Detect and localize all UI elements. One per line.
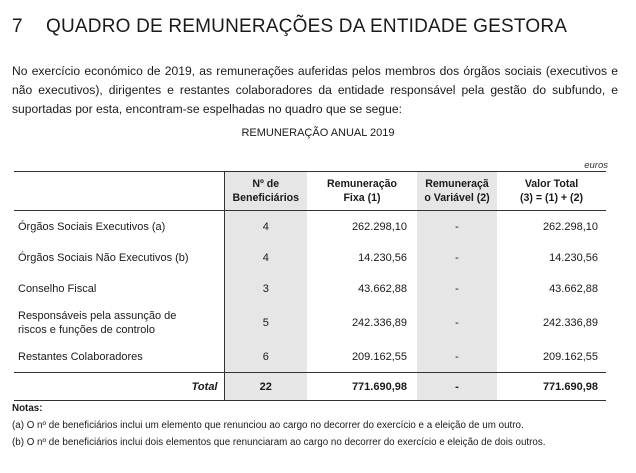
notes-block: [12, 400, 545, 451]
table-row: [14, 341, 606, 373]
header-fixa: Remuneração Fixa (1): [307, 172, 417, 211]
row-beneficiarios: 6: [224, 341, 307, 373]
header-blank: [14, 172, 224, 211]
table-unit: euros: [584, 160, 608, 171]
notes-title: Notas:: [12, 403, 43, 414]
total-beneficiarios: 22: [224, 373, 307, 401]
row-variavel: -: [417, 242, 497, 273]
table-total-row: [14, 373, 606, 401]
row-total: 43.662,88: [549, 282, 598, 295]
table-header-row: [14, 172, 606, 211]
header-total: Valor Total (3) = (1) + (2): [497, 172, 606, 211]
total-valor: 771.690,98: [497, 373, 606, 401]
row-beneficiarios: 4: [224, 242, 307, 273]
total-label: Total: [14, 373, 224, 401]
table-caption: REMUNERAÇÃO ANUAL 2019: [241, 127, 395, 139]
row-beneficiarios: 3: [224, 273, 307, 304]
row-fixa: 209.162,55: [351, 350, 407, 363]
table-row: [14, 273, 606, 304]
table-row: [14, 211, 606, 243]
row-label: Órgãos Sociais Executivos (a): [18, 220, 166, 233]
row-label: Restantes Colaboradores: [18, 350, 143, 363]
row-total: 14.230,56: [549, 251, 598, 264]
section-number: 7: [12, 16, 23, 37]
section-title: QUADRO DE REMUNERAÇÕES DA ENTIDADE GESTORA: [46, 16, 568, 37]
row-total: 242.336,89: [542, 316, 598, 329]
row-fixa: 242.336,89: [351, 316, 407, 329]
table-row: [14, 242, 606, 273]
intro-paragraph: No exercício económico de 2019, as remunerações auferidas pelos membros dos órgãos sociais (executivos e não executivos), dirigentes e restantes colaboradores da entidade responsável pela gestão do subfundo, e suportadas por esta, encontram-se espelhadas no quadro que se segue:: [12, 64, 618, 116]
row-total: 209.162,55: [542, 350, 598, 363]
row-label: Conselho Fiscal: [18, 282, 97, 295]
remuneration-table: [14, 171, 606, 401]
note-b: (b) O nº de beneficiários inclui dois elementos que renunciaram ao cargo no decorrer do exercício e eleição de dois outros.: [12, 437, 546, 448]
row-variavel: -: [417, 211, 497, 243]
table-row: [14, 304, 606, 341]
row-fixa: 43.662,88: [358, 282, 407, 295]
row-beneficiarios: 4: [224, 211, 307, 243]
row-beneficiarios: 5: [224, 304, 307, 341]
row-label: Órgãos Sociais Não Executivos (b): [18, 251, 189, 264]
row-label: Responsáveis pela assunção de riscos e funções de controlo: [18, 309, 177, 336]
section-heading: [12, 16, 567, 38]
row-fixa: 262.298,10: [351, 220, 407, 233]
row-variavel: -: [417, 273, 497, 304]
row-fixa: 14.230,56: [358, 251, 407, 264]
total-variavel: -: [417, 373, 497, 401]
note-a: (a) O nº de beneficiários inclui um elemento que renunciou ao cargo no decorrer do exercício e a eleição de um outro.: [12, 420, 524, 431]
row-total: 262.298,10: [542, 220, 598, 233]
header-beneficiarios: Nº de Beneficiários: [224, 172, 307, 211]
total-fixa: 771.690,98: [307, 373, 417, 401]
row-variavel: -: [417, 304, 497, 341]
row-variavel: -: [417, 341, 497, 373]
header-variavel: Remuneraçã o Variável (2): [417, 172, 497, 211]
